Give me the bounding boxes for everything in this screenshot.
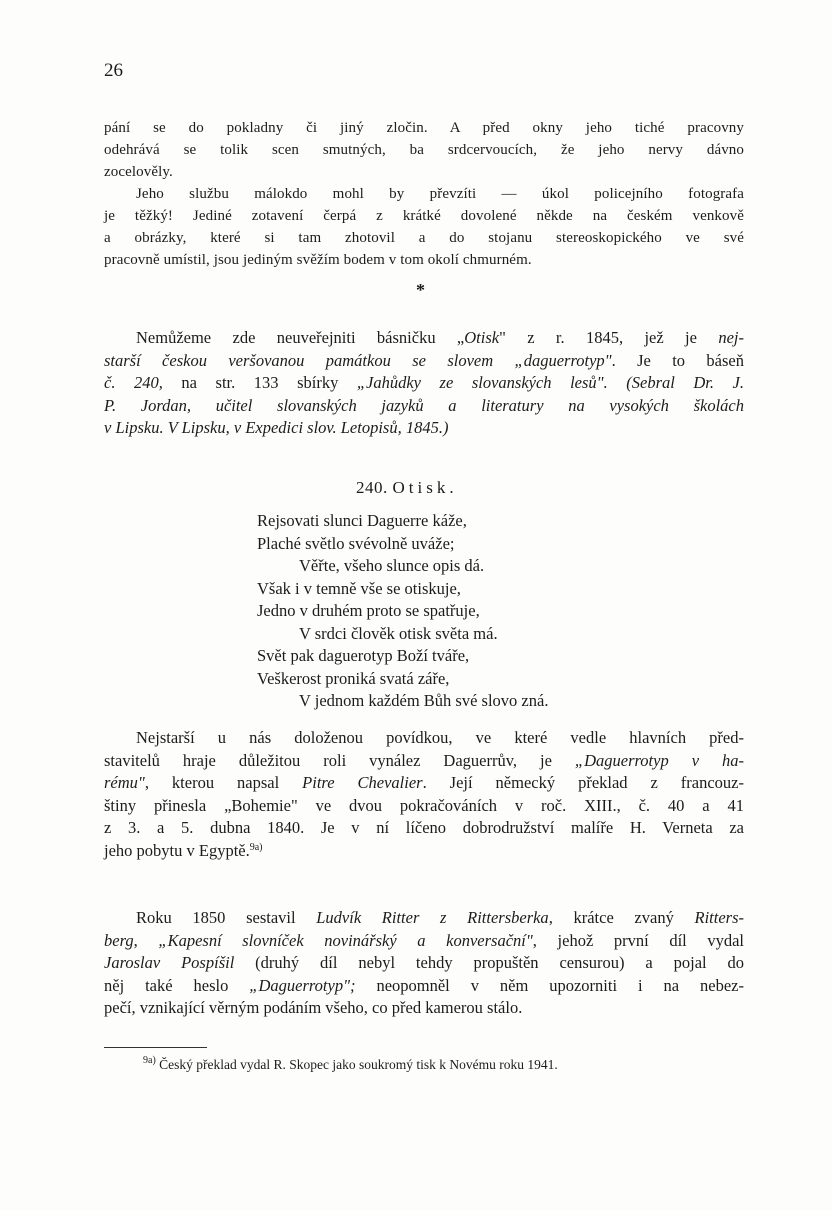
poem-line: Jedno v druhém proto se spatřuje, <box>257 601 480 620</box>
text-line: berg, „Kapesní slovníček novinářský a konversační", jehož první díl vydal <box>104 930 745 950</box>
poem-line: V srdci člověk otisk světa má. <box>299 623 498 643</box>
text-line: starší českou veršovanou památkou se slovem „daguerrotyp". Je to báseň <box>104 350 744 370</box>
footnote-divider <box>104 1047 207 1048</box>
text-line: odehrává se tolik scen smutných, ba srdcervoucích, že jeho nervy dávno <box>104 142 744 158</box>
text-line: něj také heslo „Daguerrotyp"; neopomněl v něm upozorniti i na nebez- <box>104 975 744 995</box>
footnote <box>143 1057 558 1073</box>
footnote-text: Český překlad vydal R. Skopec jako soukromý tisk k Novému roku 1941. <box>159 1057 558 1072</box>
poem-title: 240. Otisk. <box>356 478 458 497</box>
text-line: z 3. a 5. dubna 1840. Je v ní líčeno dobrodružství malíře H. Verneta za <box>104 818 744 837</box>
text-line: Jeho službu málokdo mohl by převzíti — úkol policejního fotografa <box>136 186 744 202</box>
paragraph-pocket-dictionary <box>104 907 744 1020</box>
poem-line: Věřte, všeho slunce opis dá. <box>299 556 485 575</box>
page-number: 26 <box>104 60 123 81</box>
text-line: Nemůžeme zde neuveřejniti básničku „Otisk" z r. 1845, jež je nej- <box>136 328 744 347</box>
text-line: pání se do pokladny či jiný zločin. A před okny jeho tiché pracovny <box>104 120 744 136</box>
text-line: Roku 1850 sestavil Ludvík Ritter z Rittersberka, krátce zvaný Ritters- <box>136 908 744 927</box>
text-line: Nejstarší u nás doloženou povídkou, ve které vedle hlavních před- <box>136 728 744 747</box>
text-line: v Lipsku. V Lipsku, v Expedici slov. Letopisů, 1845.) <box>104 418 449 437</box>
text-line: zocelověly. <box>104 164 173 180</box>
section-divider-asterisk: * <box>416 280 425 300</box>
footnote-marker: 9a) <box>143 1055 156 1066</box>
poem <box>257 510 548 713</box>
text-line: rému", kterou napsal Pitre Chevalier. Její německý překlad z francouz- <box>104 773 744 792</box>
paragraph-police-photographer <box>104 117 744 271</box>
text-line: Jaroslav Pospíšil (druhý díl nebyl tehdy propuštěn censurou) a pojal do <box>104 953 744 972</box>
text-line: štiny přinesla „Bohemie" ve dvou pokračováních v roč. XIII., č. 40 a 41 <box>104 795 744 815</box>
text-line: je těžký! Jediné zotavení čerpá z krátké dovolené někde na českém venkově <box>104 208 744 224</box>
paragraph-otisk-intro <box>104 327 744 440</box>
poem-line: Plaché světlo svévolně uváže; <box>257 533 455 553</box>
poem-line: Veškerost proniká svatá záře, <box>257 668 450 688</box>
text-line: pracovně umístil, jsou jediným svěžím bodem v tom okolí chmurném. <box>104 252 532 268</box>
text-line: a obrázky, které si tam zhotovil a do stojanu stereoskopického ve své <box>104 230 744 246</box>
paragraph-earliest-story <box>104 727 744 862</box>
footnote-reference: 9a) <box>249 841 263 853</box>
poem-line: Však i v temně vše se otiskuje, <box>257 578 461 598</box>
text-line: jeho pobytu v Egyptě.$^{9a)}$ <box>104 840 263 860</box>
poem-line: V jednom každém Bůh své slovo zná. <box>299 691 549 710</box>
text-line: pečí, vznikající věrným podáním všeho, co před kamerou stálo. <box>104 998 523 1017</box>
text-line: stavitelů hraje důležitou roli vynález Daguerrův, je „Daguerrotyp v ha- <box>104 750 744 770</box>
poem-line: Rejsovati slunci Daguerre káže, <box>257 511 467 530</box>
poem-line: Svět pak daguerotyp Boží tváře, <box>257 646 470 665</box>
text-line: č. 240, na str. 133 sbírky „Jahůdky ze slovanských lesů". (Sebral Dr. J. <box>104 373 744 392</box>
text-line: P. Jordan, učitel slovanských jazyků a literatury na vysokých školách <box>104 395 744 415</box>
